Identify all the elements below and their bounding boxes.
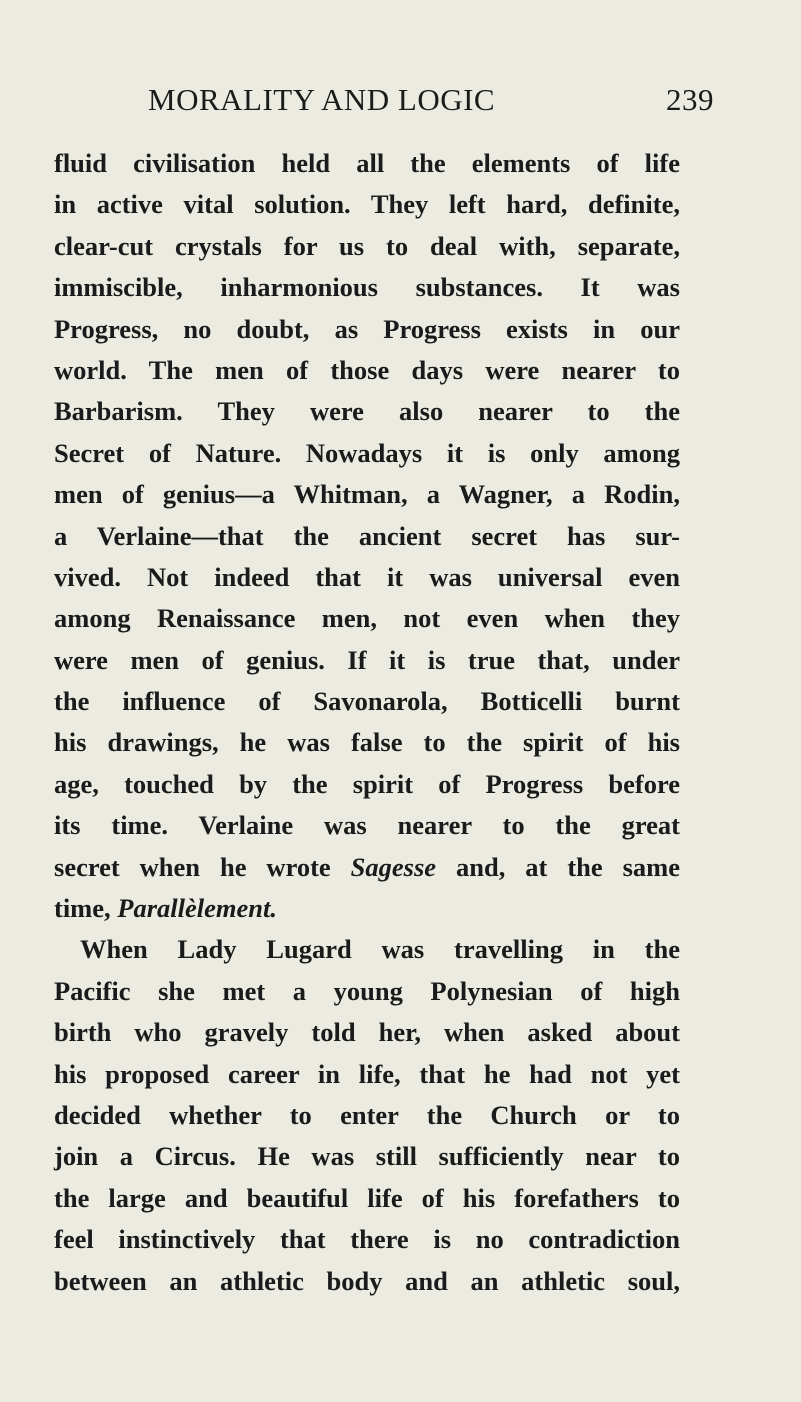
text-line: immiscible, inharmonious substances. It was [54, 272, 680, 303]
text-line: feel instinctively that there is no contradiction [54, 1224, 680, 1255]
text-line: men of genius—a Whitman, a Wagner, a Rodin, [54, 479, 680, 510]
text-line: its time. Verlaine was nearer to the great [54, 810, 680, 841]
text-line: a Verlaine—that the ancient secret has sur- [54, 520, 680, 551]
text-line: his drawings, he was false to the spirit of his [54, 727, 680, 758]
text-line: birth who gravely told her, when asked about [54, 1017, 680, 1048]
text-line: age, touched by the spirit of Progress before [54, 768, 680, 799]
text-line: time, Parallèlement. [54, 893, 277, 924]
text-line: between an athletic body and an athletic soul, [54, 1265, 680, 1296]
book-title-parallelement: Parallèlement. [117, 893, 277, 924]
text-line: decided whether to enter the Church or to [54, 1099, 680, 1130]
running-title: MORALITY AND LOGIC [148, 82, 496, 117]
text-line: the large and beautiful life of his forefathers to [54, 1182, 680, 1213]
text-line: Secret of Nature. Nowadays it is only among [54, 437, 680, 468]
running-head [148, 82, 714, 126]
text-line: fluid civilisation held all the elements of life [54, 148, 680, 178]
text-line: vived. Not indeed that it was universal even [54, 561, 680, 592]
text-line: were men of genius. If it is true that, under [54, 644, 680, 675]
text-line: join a Circus. He was still sufficiently near to [54, 1141, 680, 1172]
text-line: clear-cut crystals for us to deal with, separate, [54, 230, 680, 261]
body-text [54, 143, 680, 1302]
text-line: secret when he wrote Sagesse and, at the same [54, 851, 681, 882]
book-title-sagesse: Sagesse [350, 851, 437, 882]
text-line: Barbarism. They were also nearer to the [54, 396, 680, 427]
text-line: world. The men of those days were nearer to [54, 354, 680, 385]
text-line: the influence of Savonarola, Botticelli burnt [54, 686, 680, 717]
page-number: 239 [666, 82, 714, 117]
text-line: Pacific she met a young Polynesian of high [54, 975, 680, 1006]
text-line: When Lady Lugard was travelling in the [80, 934, 680, 965]
text-line: in active vital solution. They left hard, definite, [54, 189, 680, 220]
text-line: Progress, no doubt, as Progress exists in our [54, 313, 680, 344]
text-line: among Renaissance men, not even when they [54, 603, 680, 634]
text-line: his proposed career in life, that he had not yet [54, 1058, 680, 1089]
